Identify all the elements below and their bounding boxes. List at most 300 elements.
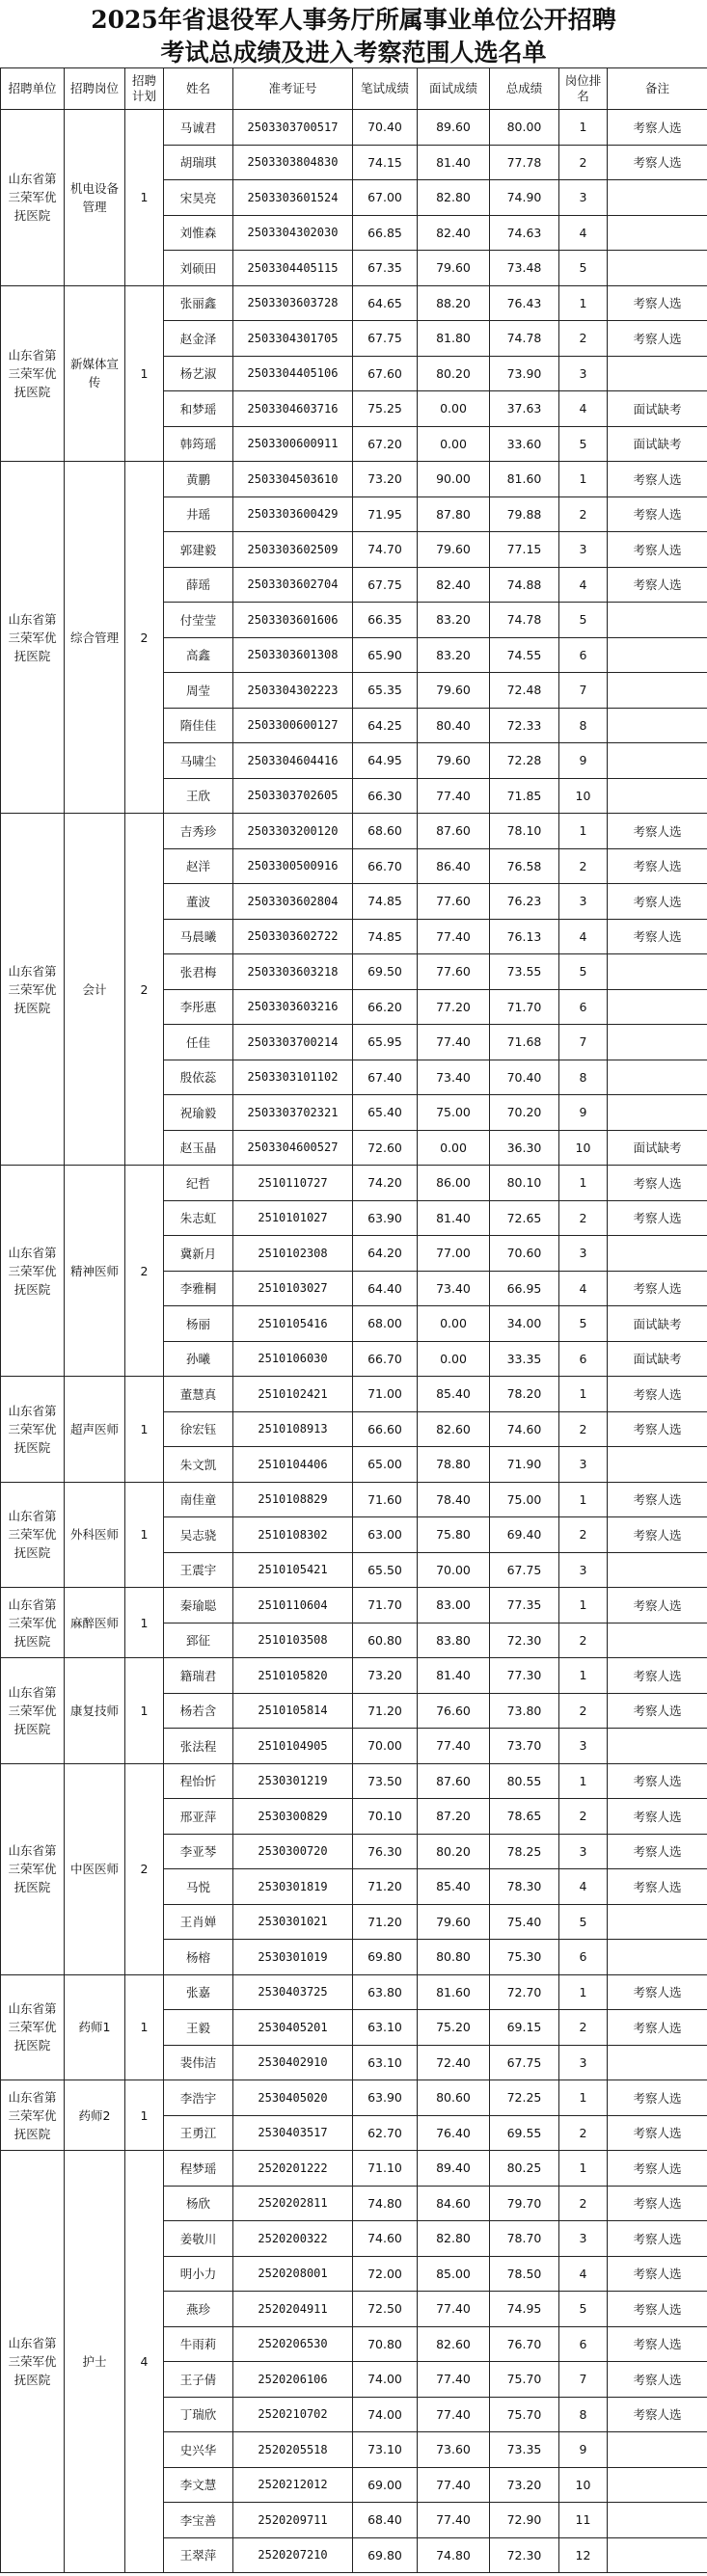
rank-cell: 9 [559,743,608,779]
post-cell: 康复技师 [65,1658,125,1764]
total-score-cell: 73.55 [490,954,559,990]
remark-cell: 考察人选 [608,1869,707,1905]
exam-id-cell: 2503303702321 [233,1095,353,1131]
interview-score-cell: 72.40 [418,2045,490,2080]
table-row [1,2151,707,2187]
total-score-cell: 79.70 [490,2186,559,2221]
written-score-cell: 64.20 [353,1236,418,1272]
total-score-cell: 72.30 [490,1623,559,1658]
rank-cell: 1 [559,1658,608,1694]
rank-cell: 3 [559,1834,608,1869]
name-cell: 籍瑞君 [164,1658,233,1694]
total-score-cell: 78.10 [490,814,559,849]
rank-cell: 2 [559,2186,608,2221]
post-cell: 药师2 [65,2080,125,2151]
table-row [1,2080,707,2116]
name-cell: 董波 [164,884,233,920]
interview-score-cell: 81.60 [418,1974,490,2010]
plan-cell: 4 [125,2151,164,2573]
plan-cell: 1 [125,1974,164,2080]
name-cell: 井瑶 [164,496,233,532]
name-cell: 王子倩 [164,2362,233,2398]
exam-id-cell: 2503303603728 [233,285,353,321]
total-score-cell: 70.40 [490,1060,559,1095]
interview-score-cell: 77.40 [418,2503,490,2538]
interview-score-cell: 80.60 [418,2080,490,2116]
plan-cell: 2 [125,1166,164,1377]
exam-id-cell: 2503304603716 [233,391,353,427]
exam-id-cell: 2510105421 [233,1552,353,1588]
written-score-cell: 60.80 [353,1623,418,1658]
exam-id-cell: 2510110727 [233,1166,353,1201]
rank-cell: 2 [559,2115,608,2151]
rank-cell: 1 [559,285,608,321]
remark-cell [608,356,707,391]
rank-cell: 5 [559,426,608,462]
rank-cell: 5 [559,954,608,990]
written-score-cell: 73.10 [353,2432,418,2468]
rank-cell: 1 [559,1588,608,1623]
remark-cell: 考察人选 [608,2115,707,2151]
table-row [1,1482,707,1517]
rank-cell: 3 [559,356,608,391]
rank-cell: 6 [559,989,608,1025]
name-cell: 李彤惠 [164,989,233,1025]
rank-cell: 5 [559,251,608,286]
exam-id-cell: 2503303602704 [233,567,353,603]
total-score-cell: 70.60 [490,1236,559,1272]
remark-cell [608,637,707,673]
interview-score-cell: 79.60 [418,673,490,709]
name-cell: 程怡忻 [164,1763,233,1799]
exam-id-cell: 2503304302030 [233,215,353,251]
remark-cell [608,2537,707,2573]
name-cell: 吉秀珍 [164,814,233,849]
unit-cell: 山东省第三荣军优抚医院 [1,1763,65,1974]
rank-cell: 4 [559,1869,608,1905]
written-score-cell: 71.60 [353,1482,418,1517]
written-score-cell: 74.20 [353,1166,418,1201]
interview-score-cell: 77.60 [418,954,490,990]
remark-cell [608,2503,707,2538]
remark-cell: 考察人选 [608,1799,707,1835]
written-score-cell: 74.60 [353,2221,418,2257]
name-cell: 马悦 [164,1869,233,1905]
exam-id-cell: 2510105820 [233,1658,353,1694]
total-score-cell: 79.88 [490,496,559,532]
total-score-cell: 73.80 [490,1693,559,1729]
rank-cell: 6 [559,1940,608,1975]
remark-cell [608,1025,707,1060]
exam-id-cell: 2503300500916 [233,848,353,884]
written-score-cell: 71.00 [353,1377,418,1412]
remark-cell [608,1552,707,1588]
post-cell: 超声医师 [65,1377,125,1483]
interview-score-cell: 85.40 [418,1869,490,1905]
post-cell: 综合管理 [65,462,125,814]
written-score-cell: 63.80 [353,1974,418,2010]
interview-score-cell: 82.80 [418,2221,490,2257]
table-row [1,462,707,497]
exam-id-cell: 2520202811 [233,2186,353,2221]
table-row [1,1588,707,1623]
exam-id-cell: 2530403725 [233,1974,353,2010]
remark-cell: 考察人选 [608,2326,707,2362]
written-score-cell: 67.60 [353,356,418,391]
unit-cell: 山东省第三荣军优抚医院 [1,2080,65,2151]
name-cell: 张法程 [164,1729,233,1764]
exam-id-cell: 2530301019 [233,1940,353,1975]
name-cell: 宋昊亮 [164,180,233,216]
exam-id-cell: 2503303101102 [233,1060,353,1095]
exam-id-cell: 2510102421 [233,1377,353,1412]
rank-cell: 1 [559,462,608,497]
interview-score-cell: 89.60 [418,110,490,146]
interview-score-cell: 76.60 [418,1693,490,1729]
header-total-score: 总成绩 [490,68,559,110]
unit-cell: 山东省第三荣军优抚医院 [1,814,65,1166]
total-score-cell: 77.30 [490,1658,559,1694]
name-cell: 郅征 [164,1623,233,1658]
rank-cell: 10 [559,1130,608,1166]
exam-id-cell: 2520201222 [233,2151,353,2187]
rank-cell: 2 [559,145,608,180]
header-unit: 招聘单位 [1,68,65,110]
name-cell: 杨若含 [164,1693,233,1729]
rank-cell: 4 [559,391,608,427]
total-score-cell: 75.30 [490,1940,559,1975]
name-cell: 韩筠瑶 [164,426,233,462]
name-cell: 殷依蕊 [164,1060,233,1095]
post-cell: 护士 [65,2151,125,2573]
table-row [1,1658,707,1694]
exam-id-cell: 2503303601524 [233,180,353,216]
written-score-cell: 74.00 [353,2397,418,2432]
plan-cell: 1 [125,285,164,462]
written-score-cell: 71.70 [353,1588,418,1623]
results-table [0,67,707,2573]
exam-id-cell: 2503304604416 [233,743,353,779]
remark-cell [608,2045,707,2080]
rank-cell: 9 [559,1095,608,1131]
interview-score-cell: 89.40 [418,2151,490,2187]
rank-cell: 2 [559,1200,608,1236]
interview-score-cell: 70.00 [418,1552,490,1588]
interview-score-cell: 79.60 [418,251,490,286]
interview-score-cell: 0.00 [418,391,490,427]
rank-cell: 3 [559,1729,608,1764]
exam-id-cell: 2503303600429 [233,496,353,532]
name-cell: 王肖婵 [164,1904,233,1940]
name-cell: 张嘉 [164,1974,233,2010]
written-score-cell: 74.00 [353,2362,418,2398]
exam-id-cell: 2530300829 [233,1799,353,1835]
name-cell: 杨艺淑 [164,356,233,391]
written-score-cell: 65.90 [353,637,418,673]
interview-score-cell: 78.40 [418,1482,490,1517]
interview-score-cell: 74.80 [418,2537,490,2573]
header-post: 招聘岗位 [65,68,125,110]
plan-cell: 1 [125,1482,164,1588]
remark-cell: 考察人选 [608,285,707,321]
exam-id-cell: 2520207210 [233,2537,353,2573]
rank-cell: 6 [559,2326,608,2362]
exam-id-cell: 2510106030 [233,1341,353,1377]
plan-cell: 1 [125,1377,164,1483]
interview-score-cell: 82.60 [418,1411,490,1447]
interview-score-cell: 73.40 [418,1060,490,1095]
remark-cell: 考察人选 [608,2397,707,2432]
remark-cell: 面试缺考 [608,1306,707,1342]
total-score-cell: 74.78 [490,321,559,357]
interview-score-cell: 77.40 [418,778,490,814]
total-score-cell: 72.48 [490,673,559,709]
header-rank: 岗位排名 [559,68,608,110]
unit-cell: 山东省第三荣军优抚医院 [1,462,65,814]
total-score-cell: 80.10 [490,1166,559,1201]
total-score-cell: 33.35 [490,1341,559,1377]
name-cell: 徐宏钰 [164,1411,233,1447]
total-score-cell: 36.30 [490,1130,559,1166]
table-row [1,814,707,849]
unit-cell: 山东省第三荣军优抚医院 [1,2151,65,2573]
name-cell: 李浩宇 [164,2080,233,2116]
exam-id-cell: 2503303603218 [233,954,353,990]
written-score-cell: 65.50 [353,1552,418,1588]
plan-cell: 1 [125,2080,164,2151]
rank-cell: 1 [559,1974,608,2010]
interview-score-cell: 75.00 [418,1095,490,1131]
interview-score-cell: 77.40 [418,2467,490,2503]
rank-cell: 5 [559,2292,608,2327]
remark-cell [608,954,707,990]
written-score-cell: 64.65 [353,285,418,321]
remark-cell: 考察人选 [608,919,707,954]
name-cell: 孙曦 [164,1341,233,1377]
exam-id-cell: 2503303700517 [233,110,353,146]
rank-cell: 3 [559,180,608,216]
remark-cell: 考察人选 [608,1658,707,1694]
header-interview-score: 面试成绩 [418,68,490,110]
name-cell: 任佳 [164,1025,233,1060]
name-cell: 张君梅 [164,954,233,990]
rank-cell: 3 [559,1236,608,1272]
header-name: 姓名 [164,68,233,110]
written-score-cell: 63.90 [353,2080,418,2116]
name-cell: 牛雨莉 [164,2326,233,2362]
total-score-cell: 67.75 [490,2045,559,2080]
rank-cell: 2 [559,321,608,357]
plan-cell: 1 [125,1658,164,1764]
written-score-cell: 72.00 [353,2256,418,2292]
remark-cell: 考察人选 [608,1166,707,1201]
total-score-cell: 78.50 [490,2256,559,2292]
table-row [1,1974,707,2010]
written-score-cell: 72.60 [353,1130,418,1166]
total-score-cell: 78.20 [490,1377,559,1412]
written-score-cell: 68.60 [353,814,418,849]
name-cell: 和梦瑶 [164,391,233,427]
name-cell: 刘惟森 [164,215,233,251]
title-line-1: 2025年省退役军人事务厅所属事业单位公开招聘 [91,6,616,34]
total-score-cell: 77.15 [490,532,559,568]
exam-id-cell: 2510110604 [233,1588,353,1623]
name-cell: 朱文凯 [164,1447,233,1483]
name-cell: 杨丽 [164,1306,233,1342]
unit-cell: 山东省第三荣军优抚医院 [1,1166,65,1377]
written-score-cell: 68.40 [353,2503,418,2538]
interview-score-cell: 90.00 [418,462,490,497]
total-score-cell: 72.70 [490,1974,559,2010]
plan-cell: 2 [125,814,164,1166]
remark-cell [608,603,707,638]
total-score-cell: 37.63 [490,391,559,427]
interview-score-cell: 0.00 [418,1341,490,1377]
total-score-cell: 73.70 [490,1729,559,1764]
total-score-cell: 74.95 [490,2292,559,2327]
interview-score-cell: 87.80 [418,496,490,532]
name-cell: 姜敬川 [164,2221,233,2257]
name-cell: 纪哲 [164,1166,233,1201]
remark-cell: 考察人选 [608,2080,707,2116]
exam-id-cell: 2503303700214 [233,1025,353,1060]
interview-score-cell: 84.60 [418,2186,490,2221]
written-score-cell: 74.85 [353,884,418,920]
rank-cell: 1 [559,1166,608,1201]
name-cell: 燕珍 [164,2292,233,2327]
exam-id-cell: 2510108302 [233,1517,353,1553]
name-cell: 王翠萍 [164,2537,233,2573]
name-cell: 秦瑜聪 [164,1588,233,1623]
interview-score-cell: 86.40 [418,848,490,884]
remark-cell [608,708,707,743]
rank-cell: 2 [559,1799,608,1835]
name-cell: 丁瑞欣 [164,2397,233,2432]
interview-score-cell: 77.40 [418,2397,490,2432]
total-score-cell: 67.75 [490,1552,559,1588]
remark-cell [608,2467,707,2503]
interview-score-cell: 0.00 [418,1130,490,1166]
rank-cell: 4 [559,2256,608,2292]
written-score-cell: 66.35 [353,603,418,638]
rank-cell: 7 [559,673,608,709]
name-cell: 程梦瑶 [164,2151,233,2187]
rank-cell: 10 [559,2467,608,2503]
rank-cell: 3 [559,1552,608,1588]
exam-id-cell: 2530403517 [233,2115,353,2151]
interview-score-cell: 81.40 [418,1200,490,1236]
written-score-cell: 69.80 [353,2537,418,2573]
total-score-cell: 77.35 [490,1588,559,1623]
total-score-cell: 74.55 [490,637,559,673]
rank-cell: 4 [559,567,608,603]
rank-cell: 1 [559,2080,608,2116]
name-cell: 李文慧 [164,2467,233,2503]
post-cell: 新媒体宣传 [65,285,125,462]
remark-cell: 面试缺考 [608,1130,707,1166]
exam-id-cell: 2503304302223 [233,673,353,709]
total-score-cell: 69.55 [490,2115,559,2151]
written-score-cell: 63.10 [353,2010,418,2046]
total-score-cell: 73.90 [490,356,559,391]
written-score-cell: 75.25 [353,391,418,427]
rank-cell: 1 [559,1763,608,1799]
name-cell: 杨榕 [164,1940,233,1975]
total-score-cell: 75.70 [490,2362,559,2398]
interview-score-cell: 77.40 [418,1729,490,1764]
exam-id-cell: 2520209711 [233,2503,353,2538]
total-score-cell: 76.58 [490,848,559,884]
exam-id-cell: 2503304405106 [233,356,353,391]
exam-id-cell: 2510102308 [233,1236,353,1272]
interview-score-cell: 78.80 [418,1447,490,1483]
interview-score-cell: 77.40 [418,2292,490,2327]
name-cell: 邢亚萍 [164,1799,233,1835]
remark-cell: 考察人选 [608,1588,707,1623]
rank-cell: 5 [559,1904,608,1940]
exam-id-cell: 2510101027 [233,1200,353,1236]
header-written-score: 笔试成绩 [353,68,418,110]
written-score-cell: 70.40 [353,110,418,146]
written-score-cell: 66.85 [353,215,418,251]
total-score-cell: 73.20 [490,2467,559,2503]
remark-cell [608,1447,707,1483]
exam-id-cell: 2510103027 [233,1271,353,1306]
interview-score-cell: 79.60 [418,743,490,779]
table-row [1,1377,707,1412]
interview-score-cell: 86.00 [418,1166,490,1201]
remark-cell: 考察人选 [608,2256,707,2292]
name-cell: 吴志骁 [164,1517,233,1553]
written-score-cell: 65.35 [353,673,418,709]
table-body [1,110,707,2573]
interview-score-cell: 82.40 [418,567,490,603]
rank-cell: 4 [559,1271,608,1306]
written-score-cell: 63.10 [353,2045,418,2080]
total-score-cell: 78.65 [490,1799,559,1835]
remark-cell: 考察人选 [608,1974,707,2010]
total-score-cell: 76.70 [490,2326,559,2362]
written-score-cell: 68.00 [353,1306,418,1342]
rank-cell: 4 [559,919,608,954]
document-title [0,0,707,67]
total-score-cell: 80.55 [490,1763,559,1799]
written-score-cell: 66.60 [353,1411,418,1447]
remark-cell [608,1729,707,1764]
total-score-cell: 72.28 [490,743,559,779]
exam-id-cell: 2503303200120 [233,814,353,849]
unit-cell: 山东省第三荣军优抚医院 [1,1377,65,1483]
name-cell: 明小力 [164,2256,233,2292]
exam-id-cell: 2503300600127 [233,708,353,743]
exam-id-cell: 2530301819 [233,1869,353,1905]
interview-score-cell: 81.80 [418,321,490,357]
remark-cell: 考察人选 [608,848,707,884]
name-cell: 刘硕田 [164,251,233,286]
rank-cell: 1 [559,110,608,146]
exam-id-cell: 2503304600527 [233,1130,353,1166]
interview-score-cell: 80.20 [418,1834,490,1869]
total-score-cell: 76.23 [490,884,559,920]
written-score-cell: 67.75 [353,567,418,603]
remark-cell: 考察人选 [608,321,707,357]
exam-id-cell: 2530402910 [233,2045,353,2080]
table-row [1,1763,707,1799]
rank-cell: 2 [559,1411,608,1447]
remark-cell: 考察人选 [608,1200,707,1236]
interview-score-cell: 79.60 [418,1904,490,1940]
name-cell: 史兴华 [164,2432,233,2468]
